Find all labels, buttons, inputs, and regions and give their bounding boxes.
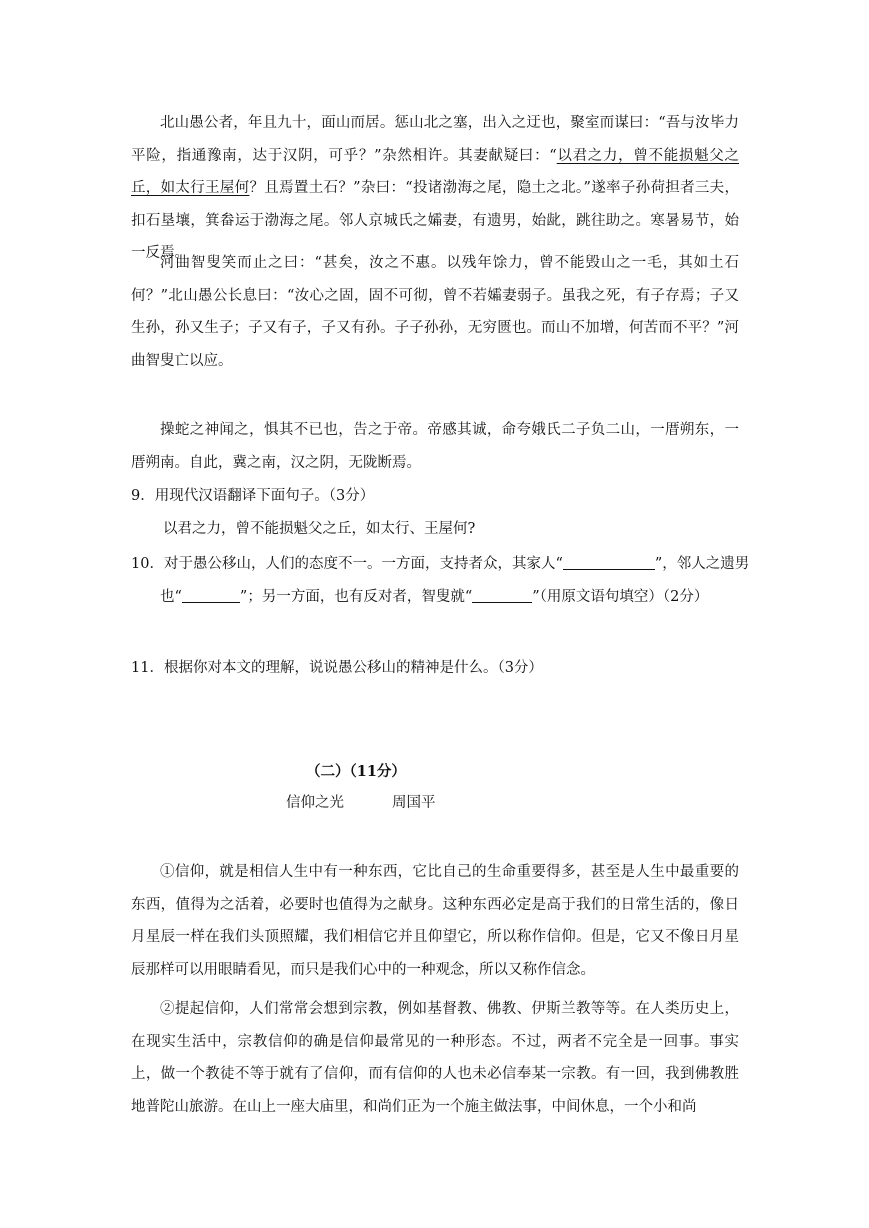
passage1-paragraph-1 bbox=[131, 107, 739, 270]
question-10-text: ”，邻人之遗男也“ bbox=[160, 556, 750, 605]
question-10-text: ”；另一方面，也有反对者，智叟就“ bbox=[239, 588, 473, 605]
article-title: 信仰之光 bbox=[286, 795, 344, 811]
answer-blank-3[interactable] bbox=[472, 586, 532, 603]
question-10 bbox=[131, 548, 750, 613]
passage1-paragraph-2: 河曲智叟笑而止之曰：“甚矣，汝之不惠。以残年馀力，曾不能毁山之一毛，其如土石何？”北山愚公长息曰：“汝心之固，固不可彻，曾不若孀妻弱子。虽我之死，有子存焉；子又生孙，孙又生子；子又有子，子又有孙。子子孙孙，无穷匮也。而山不加增，何苦而不平？”河曲智叟亡以应。 bbox=[131, 255, 739, 369]
underlined-sentence: 以君之力，曾不能损魁父之丘，如太行王屋何 bbox=[131, 147, 740, 196]
question-9: 9．用现代汉语翻译下面句子。（3分） bbox=[131, 488, 375, 504]
paragraph-text: ？且焉置土石？”杂曰：“投诸渤海之尾，隐土之北。”遂率子孙荷担者三夫，扣石垦壤，箕畚运于渤海之尾。邻人京城氏之孀妻，有遗男，始龀，跳往助之。寒暑易节，始一反焉。 bbox=[131, 180, 739, 261]
paragraph-text: 北山愚公者，年且九十，面山而居。惩山北之塞，出入之迂也，聚室而谋曰：“吾与汝毕力平险，指通豫南，达于汉阴，可乎？”杂然相许。其妻献疑曰：“ bbox=[131, 115, 739, 164]
question-10-text: 10．对于愚公移山，人们的态度不一。一方面，支持者众，其家人“ bbox=[131, 556, 563, 572]
passage1-paragraph-3: 操蛇之神闻之，惧其不已也，告之于帝。帝感其诚，命夸娥氏二子负二山，一厝朔东，一厝朔南。自此，冀之南，汉之阴，无陇断焉。 bbox=[131, 422, 739, 471]
passage2-paragraph-2: ②提起信仰，人们常常会想到宗教，例如基督教、佛教、伊斯兰教等等。在人类历史上，在现实生活中，宗教信仰的确是信仰最常见的一种形态。不过，两者不完全是一回事。事实上，做一个教徒不等于就有了信仰，而有信仰的人也未必信奉某一宗教。有一回，我到佛教胜地普陀山旅游。在山上一座大庙里，和尚们正为一个施主做法事，中间休息，一个小和尚 bbox=[131, 1001, 739, 1115]
answer-blank-1[interactable] bbox=[563, 553, 655, 570]
question-11: 11．根据你对本文的理解，说说愚公移山的精神是什么。（3分） bbox=[131, 660, 543, 676]
passage2-paragraph-1: ①信仰，就是相信人生中有一种东西，它比自己的生命重要得多，甚至是人生中最重要的东西，值得为之活着，必要时也值得为之献身。这种东西必定是高于我们的日常生活的，像日月星辰一样在我们头顶照耀，我们相信它并且仰望它，所以称作信仰。但是，它又不像日月星辰那样可以用眼睛看见，而只是我们心中的一种观念，所以又称作信念。 bbox=[131, 864, 739, 978]
question-9-sentence: 以君之力，曾不能损魁父之丘，如太行、王屋何? bbox=[163, 521, 476, 537]
section-heading: （二）（11分） bbox=[306, 763, 406, 780]
article-author: 周国平 bbox=[392, 795, 436, 811]
answer-blank-2[interactable] bbox=[182, 586, 240, 603]
question-10-text: ”（用原文语句填空）（2分） bbox=[532, 588, 709, 605]
